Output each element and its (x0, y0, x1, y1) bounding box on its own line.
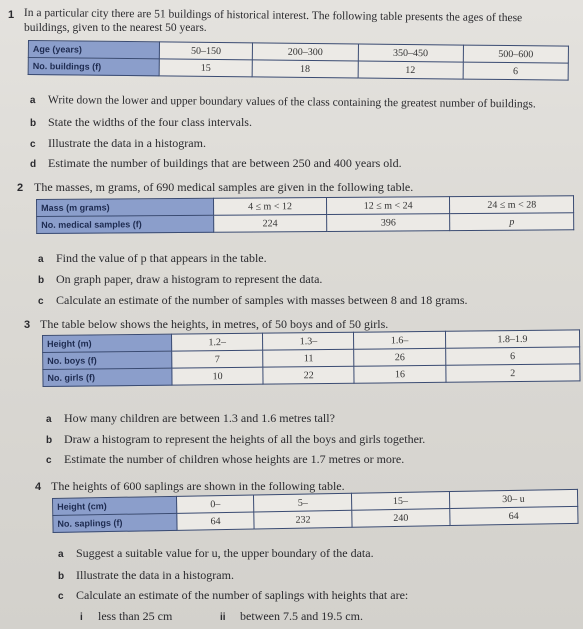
question-2-number: 2 (17, 182, 24, 194)
question-4-part-b: b Illustrate the data in a histogram. (58, 568, 234, 582)
question-1-part-a: a Write down the lower and upper boundary values of the class containing the greatest number of buildings. (29, 94, 536, 111)
table-cell: 240 (352, 509, 450, 528)
table-cell: 500–600 (463, 45, 568, 63)
table-header-cell: Height (cm) (53, 496, 177, 515)
question-2-intro: The masses, m grams, of 690 medical samples are given in the following table. (34, 180, 414, 194)
question-2-part-a: a Find the value of p that appears in the table. (38, 251, 267, 265)
table-header-cell: No. saplings (f) (53, 513, 177, 532)
question-2-part-b: b On graph paper, draw a histogram to represent the data. (38, 272, 323, 286)
table-cell: 1.3– (263, 332, 354, 350)
question-4-part-a: a Suggest a suitable value for u, the upper boundary of the data. (58, 546, 374, 560)
table-cell: 6 (463, 62, 568, 80)
table-cell: 64 (449, 506, 578, 525)
table-cell: 50–150 (159, 42, 252, 60)
table-header-cell: No. buildings (f) (28, 58, 159, 76)
table-cell: 350–450 (358, 44, 463, 62)
table-cell: 4 ≤ m < 12 (213, 197, 326, 215)
table-cell: 1.8–1.9 (445, 330, 579, 348)
table-cell: 2 (446, 364, 580, 382)
question-2-table (36, 195, 574, 234)
table-cell: 6 (445, 347, 579, 365)
table-header-cell: Height (m) (43, 334, 172, 352)
table-cell: 1.6– (354, 331, 445, 349)
table-cell: 396 (326, 214, 450, 232)
question-3-table (42, 329, 581, 387)
question-1-number: 1 (8, 9, 15, 21)
question-3-intro: The table below shows the heights, in metres, of 50 boys and of 50 girls. (40, 317, 389, 331)
table-header-cell: Mass (m grams) (37, 198, 214, 216)
question-4-intro: The heights of 600 saplings are shown in the following table. (51, 479, 345, 493)
table-cell: 64 (177, 512, 255, 530)
table-cell: 232 (254, 510, 352, 529)
table-cell: 7 (172, 350, 263, 368)
table-row (37, 213, 574, 234)
question-1-part-b: b State the widths of the four class intervals. (30, 115, 252, 129)
table-cell: 30– u (449, 489, 578, 508)
question-3-part-a: a How many children are between 1.3 and 1.6 metres tall? (46, 411, 335, 425)
table-cell: 11 (263, 349, 354, 367)
table-cell: 18 (252, 60, 357, 78)
table-cell: 24 ≤ m < 28 (450, 196, 574, 214)
table-header-cell: No. girls (f) (43, 368, 172, 386)
table-cell: 12 (358, 61, 463, 79)
table-cell: 0– (176, 495, 254, 513)
question-4-number: 4 (35, 481, 42, 493)
question-3-number: 3 (24, 319, 31, 331)
question-2-part-c: c Calculate an estimate of the number of samples with masses between 8 and 18 grams. (38, 293, 468, 307)
question-1-table (28, 40, 569, 81)
question-3-part-c: c Estimate the number of children whose heights are 1.7 metres or more. (46, 452, 405, 466)
question-3-part-b: b Draw a histogram to represent the heights of all the boys and girls together. (46, 432, 426, 446)
table-header-cell: No. medical samples (f) (37, 215, 214, 233)
table-cell: p (450, 213, 574, 231)
table-cell: 22 (263, 366, 354, 384)
question-4-subpart-i: i less than 25 cm (80, 609, 173, 623)
question-1-intro-line1: In a particular city there are 51 buildings of historical interest. The following table presents the ages of these (23, 6, 523, 25)
question-4-table (52, 489, 579, 533)
question-1-intro-line2: buildings, given to the nearest 50 years. (24, 22, 207, 34)
question-4-subpart-ii: ii between 7.5 and 19.5 cm. (220, 609, 363, 623)
table-cell: 26 (354, 348, 445, 366)
table-cell: 224 (214, 214, 327, 232)
question-4-part-c: c Calculate an estimate of the number of saplings with heights that are: (58, 588, 409, 602)
table-cell: 10 (172, 367, 263, 385)
table-cell: 200–300 (253, 43, 358, 61)
table-cell: 15– (352, 492, 450, 511)
table-cell: 15 (159, 59, 252, 77)
question-1-part-c: c Illustrate the data in a histogram. (30, 136, 206, 150)
table-cell: 12 ≤ m < 24 (326, 197, 450, 215)
table-header-cell: No. boys (f) (43, 351, 172, 369)
question-1-part-d: d Estimate the number of buildings that are between 250 and 400 years old. (30, 156, 402, 170)
table-cell: 1.2– (171, 333, 262, 351)
table-cell: 16 (354, 365, 445, 383)
table-cell: 5– (254, 493, 352, 512)
table-header-cell: Age (years) (28, 41, 159, 59)
